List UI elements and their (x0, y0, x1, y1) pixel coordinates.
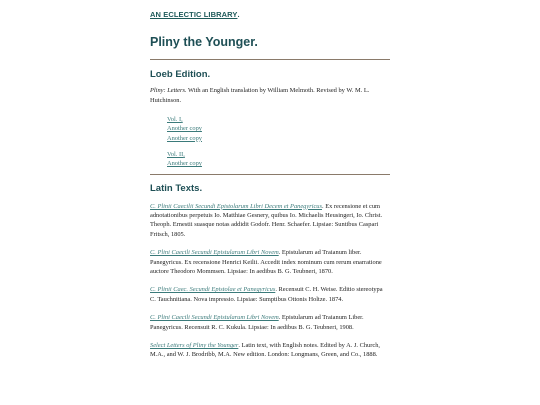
section-heading-loeb: Loeb Edition. (150, 69, 211, 80)
edition-description: . Epistularum ad Traianum Liber. Panegyricus. Recensuit R. C. Kukula. Lipsiae: In aedibus B. G. Teubneri, 1908. (150, 314, 364, 331)
volume-link-1[interactable]: Vol. I, (167, 116, 183, 124)
loeb-description (150, 86, 390, 105)
latin-entry (150, 248, 390, 276)
volume-group-1 (167, 115, 390, 143)
site-title[interactable]: AN ECLECTIC LIBRARY (150, 10, 238, 19)
another-copy-link[interactable]: Another copy (167, 125, 202, 133)
edition-link[interactable]: C. Plini Caecili Secundi Epistularum Libri Novem (150, 249, 279, 257)
another-copy-link[interactable]: Another copy (167, 160, 202, 168)
page-title: Pliny the Younger. (150, 35, 258, 49)
edition-description: . Recensuit C. H. Weise. Editio stereotypa C. Tauchnitiana. Nova impressio. Lipsiae: Sumptibus Ottonis Holtze. 1874. (150, 286, 383, 303)
site-home-link[interactable] (150, 10, 390, 19)
edition-link[interactable]: C. Plini Caecili Secundi Epistularum Libri Novem (150, 314, 279, 322)
latin-entry (150, 341, 390, 360)
edition-link[interactable]: C. Plinii Caec. Secundi Epistolae et Panegyricus (150, 286, 276, 294)
divider (150, 174, 390, 175)
edition-link[interactable]: Select Letters of Pliny the Younger (150, 342, 239, 350)
edition-description: . Ex recensione et cum adnotationibus perpetuis Io. Matthiae Gesnery, quibus Io. Michaelis Heusingeri, Io. Christ. Theoph. Ernestii suasque notas addidit Godofr. Henr. Schaefer. Lipsiae: Suntibus Caspari Fritsch, 1805. (150, 202, 383, 238)
latin-entry (150, 285, 390, 304)
divider (150, 59, 390, 60)
section-heading-latin: Latin Texts. (150, 183, 203, 195)
edition-link[interactable]: C. Plinii Caecilii Secundi Epistolarum Libri Decem et Panegyricus (150, 202, 322, 210)
loeb-title: Pliny: Letters. (150, 87, 187, 95)
page-content (150, 0, 390, 360)
latin-entry (150, 202, 390, 240)
volume-group-2 (167, 150, 390, 168)
edition-description: . Epistularum ad Traianum liber. Panegyricus. Ex recensione Henrici Keilii. Accedit index nominum cum rerum enarratione auctore Theodoro Mommsen. Lipsiae: In aedibus B. G. Teubneri, 1870. (150, 249, 382, 276)
edition-description: . Latin text, with English notes. Edited by A. J. Church, M.A., and W. J. Brodribb, M.A. New edition. London: Longmans, Green, and Co., 1888. (150, 342, 380, 359)
latin-entry (150, 313, 390, 332)
another-copy-link[interactable]: Another copy (167, 134, 202, 142)
volume-link-2[interactable]: Vol. II, (167, 150, 185, 158)
site-title-suffix: . (237, 10, 240, 19)
loeb-description-text: With an English translation by William Melmoth. Revised by W. M. L. Hutchinson. (150, 87, 370, 104)
